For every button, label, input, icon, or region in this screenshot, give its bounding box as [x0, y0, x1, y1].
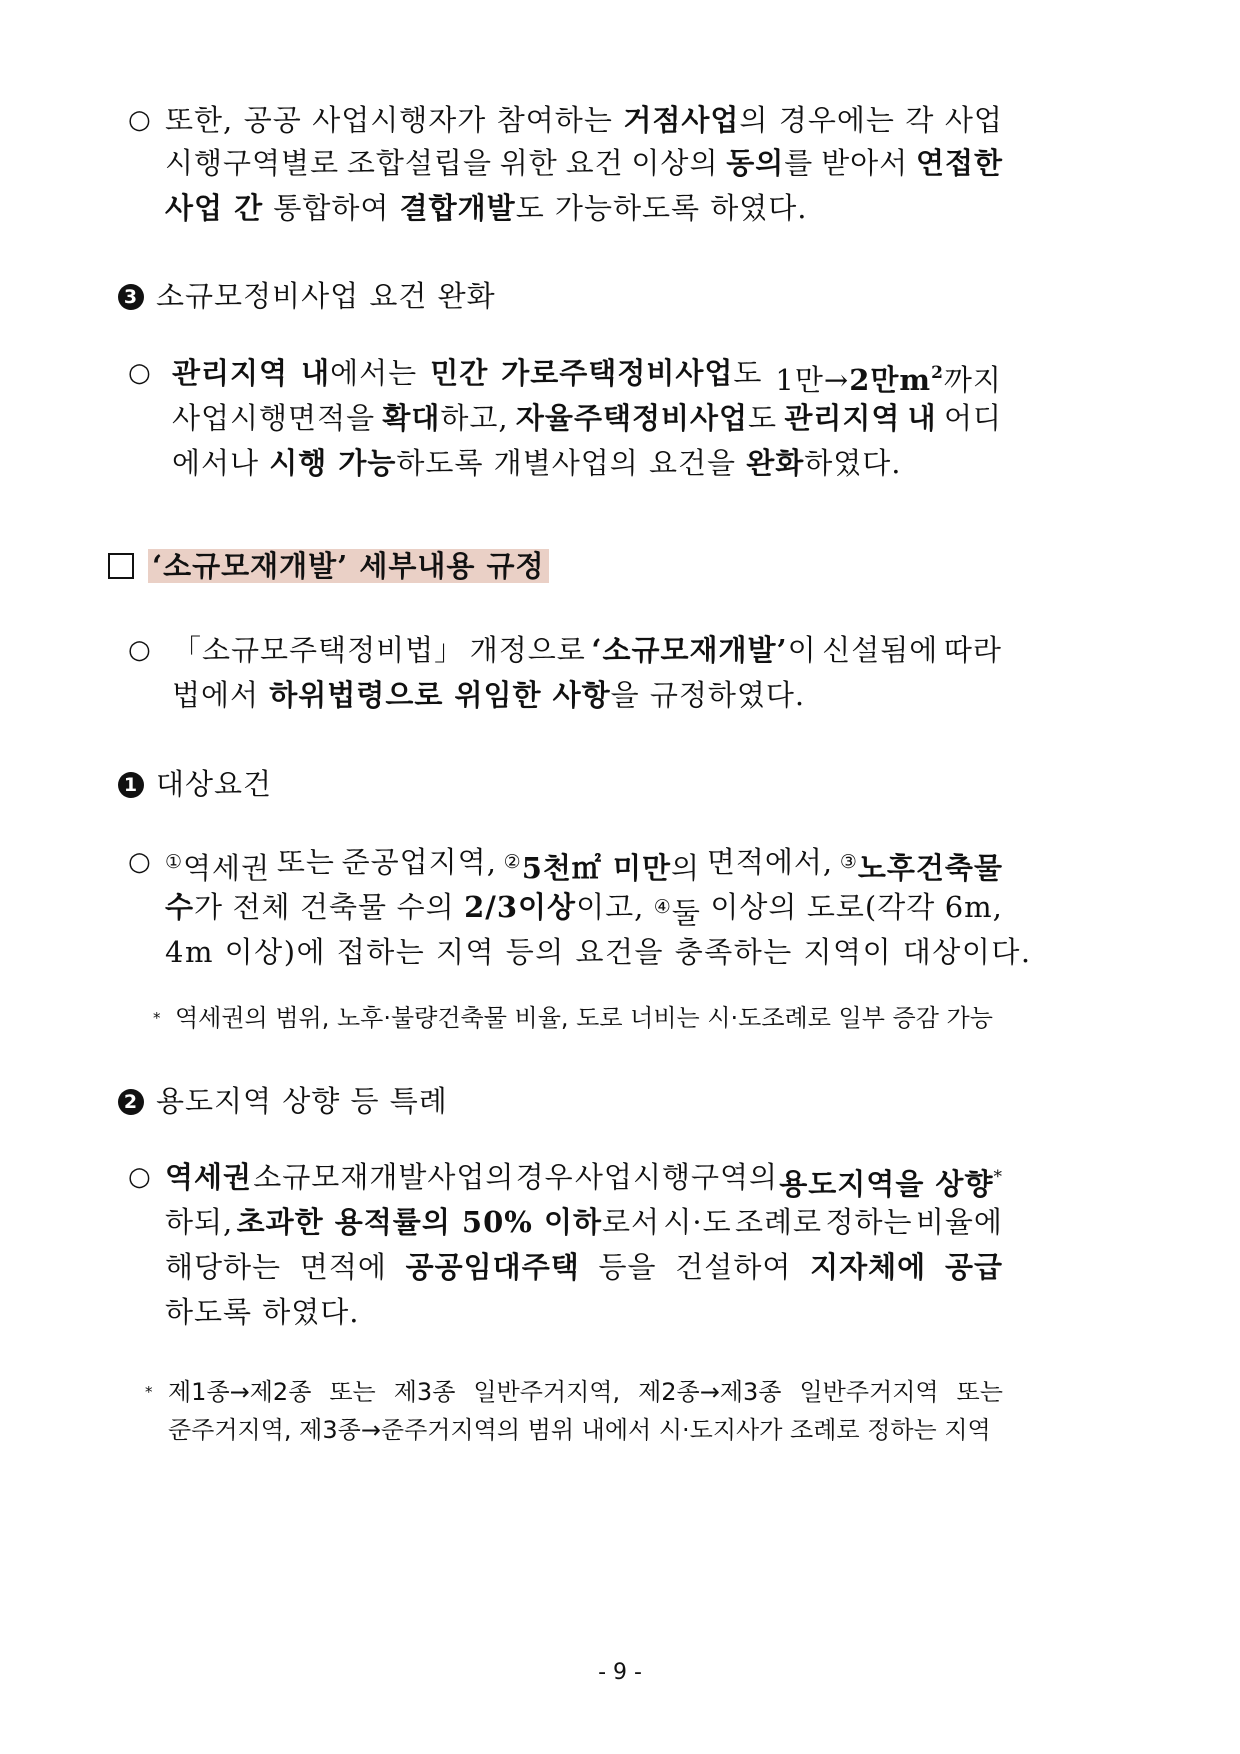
- section-heading-1: 1 대상요건: [118, 764, 272, 804]
- box-heading: ‘소규모재개발’ 세부내용 규정: [108, 546, 549, 586]
- text-line: 해당하는 면적에 공공임대주택 등을 건설하여 지자체에 공급: [165, 1250, 1003, 1284]
- footnote: 준주거지역, 제3종→준주거지역의 범위 내에서 시·도지사가 조례로 정하는 지역: [168, 1416, 991, 1444]
- checkbox-square-icon: [108, 553, 134, 579]
- note-mark: *: [145, 1383, 153, 1401]
- text-line: 관리지역 내에서는 민간 가로주택정비사업도 1만→2만$m^2$까지: [172, 356, 1002, 397]
- bullet-mark: ○: [128, 105, 151, 135]
- text-line: 또한, 공공 사업시행자가 참여하는 거점사업의 경우에는 각 사업: [165, 103, 1003, 137]
- footnote: 제1종→제2종 또는 제3종 일반주거지역, 제2종→제3종 일반주거지역 또는: [168, 1378, 1003, 1406]
- number-2-icon: 2: [118, 1089, 144, 1115]
- section-heading-2: 2 용도지역 상향 등 특례: [118, 1081, 448, 1121]
- bullet-mark: ○: [128, 635, 151, 665]
- bullet-mark: ○: [128, 847, 151, 877]
- text-line: 「소규모주택정비법」 개정으로 ‘소규모재개발’이 신설됨에 따라: [172, 633, 1002, 667]
- page-number: - 9 -: [598, 1660, 642, 1685]
- text-line: 법에서 하위법령으로 위임한 사항을 규정하였다.: [172, 678, 806, 712]
- text-line: 사업시행면적을 확대하고, 자율주택정비사업도 관리지역 내 어디: [172, 401, 1002, 435]
- bullet-mark: ○: [128, 1162, 151, 1192]
- number-3-icon: 3: [118, 284, 144, 310]
- text-line: 하되, 초과한 용적률의 50% 이하로서 시·도 조례로 정하는 비율에: [165, 1205, 1003, 1239]
- text-line: 역세권 소규모재개발사업의 경우 사업시행구역의 용도지역을 상향*: [165, 1160, 1003, 1201]
- text-line: ①역세권 또는 준공업지역, ②5천㎡ 미만의 면적에서, ③노후건축물: [165, 845, 1003, 885]
- section-heading-3: 3 소규모정비사업 요건 완화: [118, 276, 496, 316]
- text-line: 하도록 하였다.: [165, 1295, 360, 1329]
- text-line: 수가 전체 건축물 수의 2/3이상이고, ④둘 이상의 도로(각각 6m,: [165, 890, 1003, 930]
- bullet-mark: ○: [128, 358, 151, 388]
- footnote: 역세권의 범위, 노후·불량건축물 비율, 도로 너비는 시·도조례로 일부 증감 가능: [175, 1004, 993, 1032]
- text-line: 4m 이상)에 접하는 지역 등의 요건을 충족하는 지역이 대상이다.: [165, 935, 1032, 969]
- text-line: 사업 간 통합하여 결합개발도 가능하도록 하였다.: [165, 191, 808, 225]
- note-mark: *: [153, 1009, 161, 1027]
- number-1-icon: 1: [118, 772, 144, 798]
- text-line: 시행구역별로 조합설립을 위한 요건 이상의 동의를 받아서 연접한: [165, 146, 1003, 180]
- text-line: 에서나 시행 가능하도록 개별사업의 요건을 완화하였다.: [172, 446, 902, 480]
